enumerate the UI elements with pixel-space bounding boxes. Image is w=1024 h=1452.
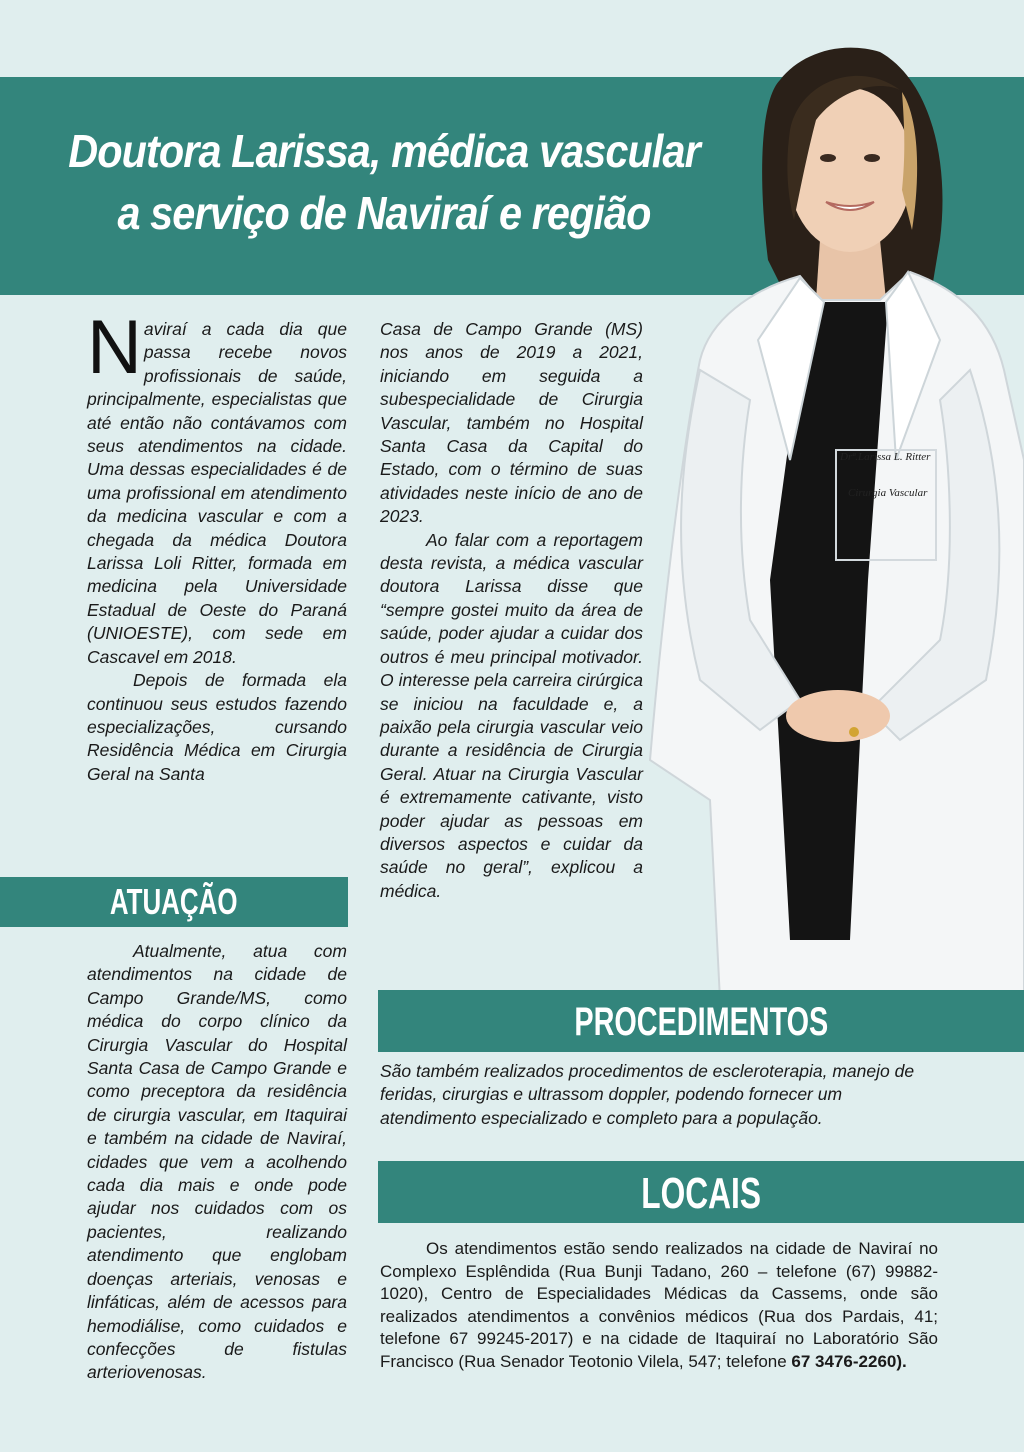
intro-paragraph-1 [87,305,347,669]
article-column-1 [87,305,347,786]
coat-specialty-embroidery: Cirurgia Vascular [848,487,928,499]
procedimentos-paragraph: São também realizados procedimentos de escleroterapia, manejo de feridas, cirurgias e ultrassom doppler, podendo fornecer um atendimento especializado e completo para a população. [380,1061,915,1128]
atuacao-paragraph: Atualmente, atua com atendimentos na cidade de Campo Grande/MS, como médica do corpo clínico da Cirurgia Vascular do Hospital Santa Casa de Campo Grande e como preceptora da residência de cirurgia vascular, em Itaquirai e também na cidade de Naviraí, cidades que vem a acolhendo cada dia mais e onde pode ajudar nos cuidados com os pacientes, realizando atendimento que englobam doenças arteriais, venosas e linfáticas, além de acessos para hemodiálise, como cuidados e confecções de fistulas arteriovenosas. [87,941,347,1383]
atuacao-column [87,940,347,1385]
locais-text: Os atendimentos estão sendo realizados na cidade de Naviraí no Complexo Esplêndida (Rua Bunji Tadano, 260 – telefone (67) 99882-1020), Centro de Especialidades Médicas da Cassems, onde são realizados atendimentos a convênios médicos (Rua dos Pardais, 41; telefone 67 99245-2017) e na cidade de Itaquiraí no Laboratório São Francisco (Rua Senador Teotonio Vilela, 547; telefone [380,1239,938,1371]
page-title [60,120,708,244]
locais-phone: 67 3476-2260). [791,1351,907,1371]
locais-heading-band [378,1161,1024,1223]
intro-paragraph-3: Casa de Campo Grande (MS) nos anos de 2019 a 2021, iniciando em seguida a subespecialidade de Cirurgia Vascular, também no Hospital Santa Casa da Capital do Estado, com o término de suas atividades neste início de ano de 2023. [380,319,643,527]
title-line-1: Doutora Larissa, médica vascular [68,125,700,177]
title-line-2: a serviço de Naviraí e região [117,187,651,239]
locais-heading: LOCAIS [641,1169,761,1218]
atuacao-heading: ATUAÇÃO [110,881,238,922]
article-column-2 [380,318,643,903]
procedimentos-heading-band [378,990,1024,1052]
drop-cap: N [87,305,142,390]
procedimentos-heading: PROCEDIMENTOS [574,1000,828,1044]
locais-paragraph [380,1238,938,1374]
atuacao-heading-band [0,877,348,927]
intro-paragraph-4: Ao falar com a reportagem desta revista, a médica vascular doutora Larissa disse que “sempre gostei muito da área de saúde, poder ajudar a cuidar dos outros é meu principal motivador. O interesse pela carreira cirúrgica se iniciou na faculdade e, a paixão pela cirurgia vascular veio durante a residência de Cirurgia Geral. Atuar na Cirurgia Vascular é extremamente cativante, visto poder ajudar as pessoas em diversos aspectos e cuidar da saúde no geral”, explicou a médica. [380,529,643,901]
intro-paragraph-2: Depois de formada ela continuou seus estudos fazendo especializações, cursando Residência Médica em Cirurgia Geral na Santa [87,670,347,784]
coat-name-embroidery: Drª.Larissa L. Ritter [840,451,931,463]
intro-text-1: aviraí a cada dia que passa recebe novos profissionais de saúde, principalmente, especialistas que até então não contávamos com seus atendimentos na cidade. Uma dessas especialidades é de uma profissional em atendimento da medicina vascular e com a chegada da médica Doutora Larissa Loli Ritter, formada em medicina pela Universidade Estadual de Oeste do Paraná (UNIOESTE), com sede em Cascavel em 2018. [87,319,347,667]
